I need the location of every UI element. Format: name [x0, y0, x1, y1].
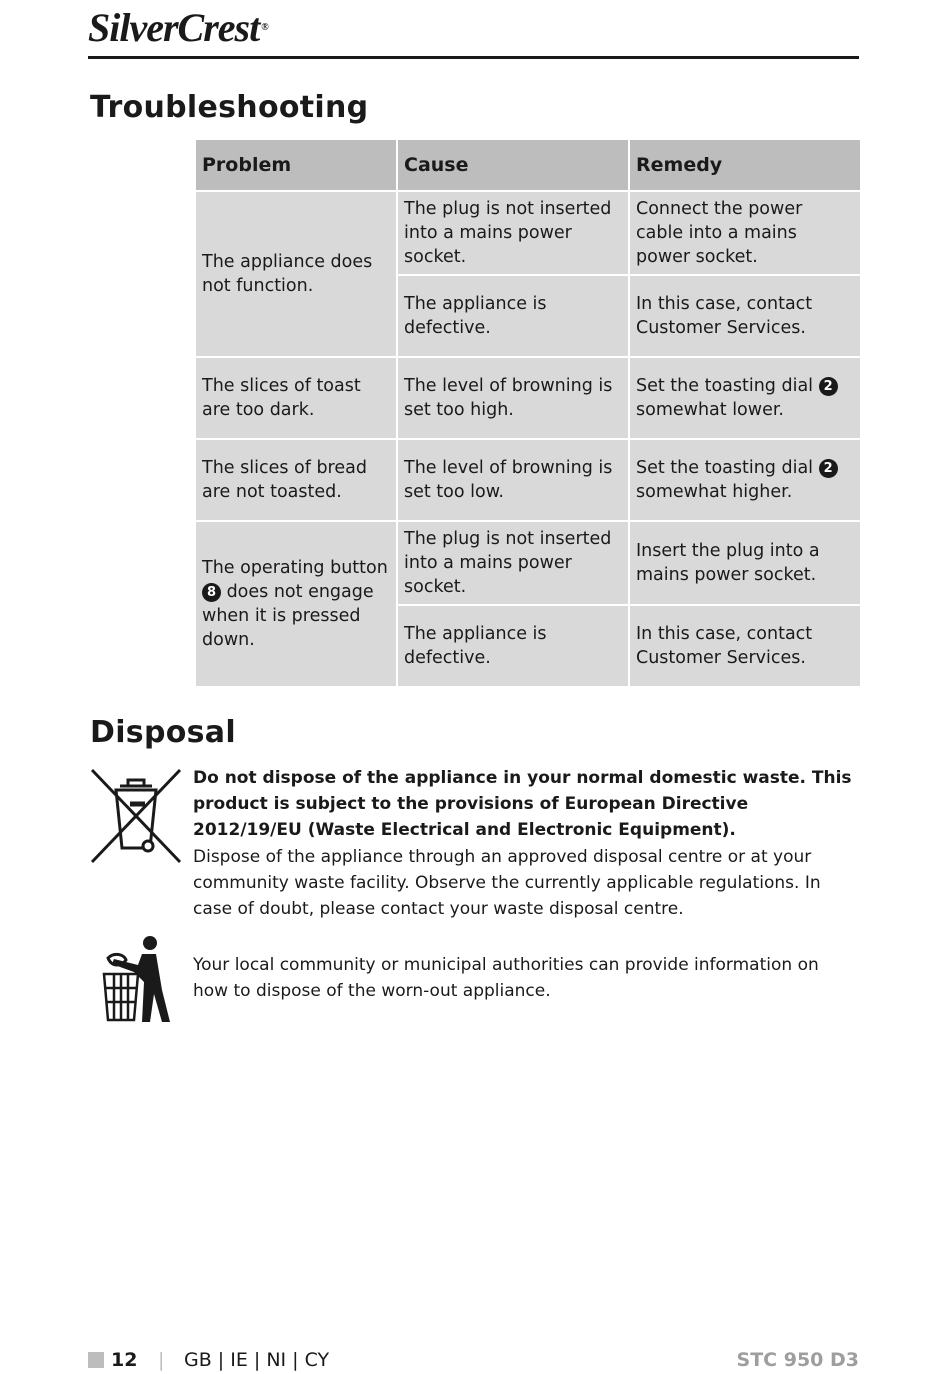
remedy-cell: In this case, contact Customer Services. — [629, 605, 861, 687]
crossed-out-wheelie-bin-icon — [90, 768, 182, 864]
cause-cell: The plug is not inserted into a mains power socket. — [397, 191, 629, 275]
table-row — [195, 357, 861, 439]
footer-separator: | — [158, 1349, 165, 1371]
model-number: STC 950 D3 — [736, 1349, 859, 1371]
column-header-problem: Problem — [195, 139, 397, 191]
table-row — [195, 191, 861, 275]
operating-button-number-badge: 8 — [202, 583, 221, 602]
footer-languages: GB | IE | NI | CY — [184, 1349, 330, 1371]
problem-cell — [195, 521, 397, 687]
remedy-cell — [629, 439, 861, 521]
brand-name: SilverCrest — [88, 5, 260, 50]
remedy-cell: Insert the plug into a mains power socket. — [629, 521, 861, 605]
person-litter-bin-icon — [100, 934, 172, 1024]
header-rule — [88, 56, 859, 59]
table-row — [195, 439, 861, 521]
remedy-cell: Connect the power cable into a mains power socket. — [629, 191, 861, 275]
footer-marker — [88, 1352, 104, 1368]
problem-text: does not engage when it is pressed down. — [202, 582, 374, 650]
problem-cell: The appliance does not function. — [195, 191, 397, 357]
cause-cell: The level of browning is set too high. — [397, 357, 629, 439]
troubleshooting-heading: Troubleshooting — [90, 90, 369, 125]
cause-cell: The appliance is defective. — [397, 275, 629, 357]
disposal-warning-text: Do not dispose of the appliance in your normal domestic waste. This product is subject to the provisions of European Directive 2012/19/EU (Waste Electrical and Electronic Equipment). — [193, 768, 852, 840]
remedy-text: Set the toasting dial — [636, 458, 814, 478]
brand-logo — [88, 6, 268, 50]
cause-cell: The plug is not inserted into a mains power socket. — [397, 521, 629, 605]
disposal-instructions-text: Dispose of the appliance through an approved disposal centre or at your community waste facility. Observe the currently applicable regulations. In case of doubt, please contact your waste disposal centre. — [193, 847, 821, 919]
column-header-remedy: Remedy — [629, 139, 861, 191]
troubleshooting-table — [194, 138, 862, 688]
cause-cell: The level of browning is set too low. — [397, 439, 629, 521]
remedy-text: somewhat higher. — [636, 482, 793, 502]
column-header-cause: Cause — [397, 139, 629, 191]
disposal-heading: Disposal — [90, 715, 236, 750]
remedy-cell: In this case, contact Customer Services. — [629, 275, 861, 357]
toasting-dial-number-badge: 2 — [819, 377, 838, 396]
problem-cell: The slices of toast are too dark. — [195, 357, 397, 439]
registered-mark: ® — [261, 22, 268, 33]
table-header-row — [195, 139, 861, 191]
problem-text: The operating button — [202, 558, 388, 578]
remedy-cell — [629, 357, 861, 439]
table-row — [195, 521, 861, 605]
remedy-text: Set the toasting dial — [636, 376, 814, 396]
page-number: 12 — [111, 1349, 138, 1371]
problem-cell: The slices of bread are not toasted. — [195, 439, 397, 521]
remedy-text: somewhat lower. — [636, 400, 784, 420]
toasting-dial-number-badge: 2 — [819, 459, 838, 478]
cause-cell: The appliance is defective. — [397, 605, 629, 687]
local-authorities-text: Your local community or municipal authorities can provide information on how to dispose of the worn-out appliance. — [193, 955, 819, 1001]
